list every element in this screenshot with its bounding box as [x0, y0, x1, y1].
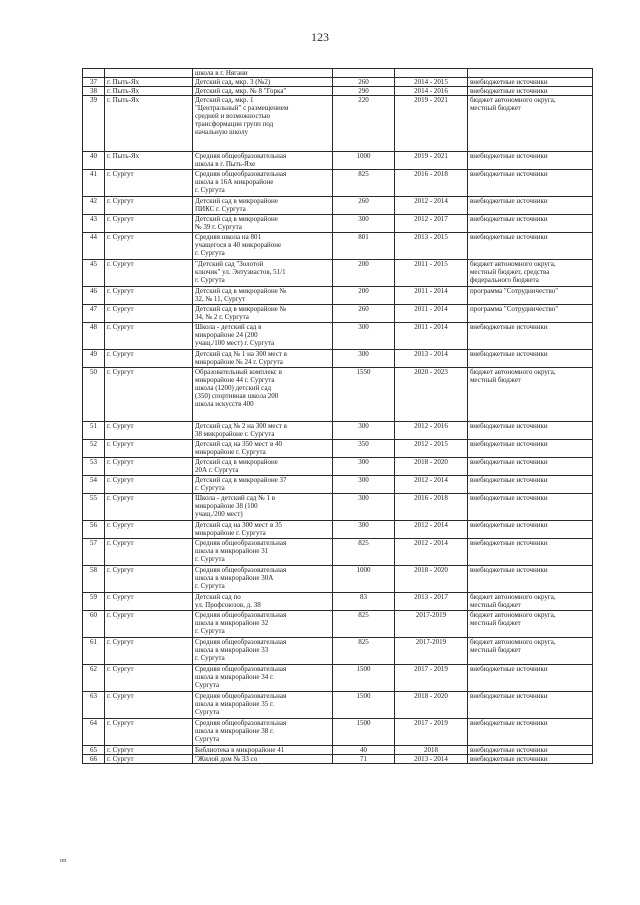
cell-capacity: 260	[333, 305, 395, 323]
cell-city: г. Пыть-Ях	[105, 78, 193, 87]
cell-number: 66	[83, 755, 105, 764]
cell-city: г. Сургут	[105, 440, 193, 458]
cell-city: г. Сургут	[105, 638, 193, 665]
cell-source: внебюджетные источники	[468, 197, 593, 215]
cell-number: 52	[83, 440, 105, 458]
cell-period: 2020 - 2023	[395, 368, 468, 422]
cell-capacity: 1000	[333, 566, 395, 593]
cell-capacity	[333, 69, 395, 78]
table-row	[83, 458, 593, 476]
objects-table	[82, 68, 593, 764]
cell-object: Детский сад в микрорайоне № 34, № 2 г. Сургута	[193, 305, 333, 323]
cell-city: г. Сургут	[105, 566, 193, 593]
cell-city: г. Сургут	[105, 350, 193, 368]
cell-object: Школа - детский сад в микрорайоне 24 (200 учащ./100 мест) г. Сургута	[193, 323, 333, 350]
cell-city: г. Пыть-Ях	[105, 152, 193, 170]
cell-period: 2012 - 2014	[395, 197, 468, 215]
cell-number: 55	[83, 494, 105, 521]
cell-object: Детский сад в микрорайоне 37 г. Сургута	[193, 476, 333, 494]
cell-period: 2018 - 2020	[395, 458, 468, 476]
table-row	[83, 692, 593, 719]
cell-number: 60	[83, 611, 105, 638]
cell-city: г. Сургут	[105, 692, 193, 719]
table-row	[83, 440, 593, 458]
table-row	[83, 665, 593, 692]
cell-period: 2011 - 2015	[395, 260, 468, 287]
table-row	[83, 197, 593, 215]
cell-object: Детский сад на 350 мест в 40 микрорайоне г. Сургута	[193, 440, 333, 458]
cell-period: 2013 - 2014	[395, 350, 468, 368]
cell-city: г. Сургут	[105, 755, 193, 764]
cell-city: г. Пыть-Ях	[105, 87, 193, 96]
cell-city: г. Сургут	[105, 746, 193, 755]
table-row	[83, 539, 593, 566]
cell-source: внебюджетные источники	[468, 566, 593, 593]
table-row	[83, 566, 593, 593]
cell-period: 2011 - 2014	[395, 323, 468, 350]
cell-capacity: 1550	[333, 368, 395, 422]
cell-source: внебюджетные источники	[468, 755, 593, 764]
cell-number: 57	[83, 539, 105, 566]
cell-capacity: 1500	[333, 692, 395, 719]
table-row	[83, 305, 593, 323]
cell-object: Средняя общеобразовательная школа в микрорайоне 30А г. Сургута	[193, 566, 333, 593]
cell-period: 2017 - 2019	[395, 665, 468, 692]
cell-number: 64	[83, 719, 105, 746]
cell-city: г. Сургут	[105, 260, 193, 287]
cell-capacity: 300	[333, 476, 395, 494]
cell-source: внебюджетные источники	[468, 152, 593, 170]
cell-source: бюджет автономного округа, местный бюджет, средства федерального бюджета	[468, 260, 593, 287]
cell-capacity: 220	[333, 96, 395, 152]
cell-object: "Жилой дом № 33 со	[193, 755, 333, 764]
cell-source: внебюджетные источники	[468, 215, 593, 233]
cell-number: 59	[83, 593, 105, 611]
cell-object: Средняя общеобразовательная школа в микрорайоне 32 г. Сургута	[193, 611, 333, 638]
cell-city: г. Сургут	[105, 197, 193, 215]
cell-city: г. Сургут	[105, 305, 193, 323]
cell-source: внебюджетные источники	[468, 440, 593, 458]
cell-number	[83, 69, 105, 78]
cell-number: 39	[83, 96, 105, 152]
cell-period: 2017-2019	[395, 611, 468, 638]
cell-city: г. Сургут	[105, 665, 193, 692]
cell-source: внебюджетные источники	[468, 422, 593, 440]
cell-object: Детский сад в микрорайоне 20А г. Сургута	[193, 458, 333, 476]
cell-capacity: 300	[333, 521, 395, 539]
cell-number: 42	[83, 197, 105, 215]
table-row	[83, 746, 593, 755]
cell-source: бюджет автономного округа, местный бюджет	[468, 368, 593, 422]
cell-object: Детский сад в микрорайоне ПИКС г. Сургута	[193, 197, 333, 215]
cell-capacity: 200	[333, 260, 395, 287]
cell-city: г. Сургут	[105, 611, 193, 638]
cell-capacity: 83	[333, 593, 395, 611]
table-row	[83, 170, 593, 197]
table-row	[83, 287, 593, 305]
cell-period: 2018 - 2020	[395, 566, 468, 593]
cell-object: Библиотека в микрорайоне 41	[193, 746, 333, 755]
cell-capacity: 200	[333, 287, 395, 305]
cell-number: 44	[83, 233, 105, 260]
cell-city: г. Сургут	[105, 170, 193, 197]
table-row	[83, 78, 593, 87]
cell-period: 2017 - 2019	[395, 719, 468, 746]
cell-source: внебюджетные источники	[468, 494, 593, 521]
cell-period: 2016 - 2018	[395, 494, 468, 521]
cell-capacity: 1000	[333, 152, 395, 170]
cell-period: 2012 - 2014	[395, 476, 468, 494]
cell-number: 56	[83, 521, 105, 539]
cell-source: внебюджетные источники	[468, 170, 593, 197]
cell-object: Средняя школа на 801 учащегося в 40 микрорайоне г. Сургута	[193, 233, 333, 260]
cell-object: "Детский сад "Золотой ключик" ул. Энтузиастов, 51/1 г. Сургута	[193, 260, 333, 287]
cell-period: 2018 - 2020	[395, 692, 468, 719]
cell-city: г. Сургут	[105, 215, 193, 233]
cell-number: 46	[83, 287, 105, 305]
cell-object: Детский сад по ул. Профсоюзов, д. 38	[193, 593, 333, 611]
cell-period: 2012 - 2015	[395, 440, 468, 458]
cell-period: 2013 - 2015	[395, 233, 468, 260]
cell-object: школа в г. Нягани	[193, 69, 333, 78]
cell-source: внебюджетные источники	[468, 87, 593, 96]
cell-source: внебюджетные источники	[468, 350, 593, 368]
cell-capacity: 825	[333, 638, 395, 665]
cell-object: Средняя общеобразовательная школа в г. Пыть-Яхе	[193, 152, 333, 170]
cell-source: внебюджетные источники	[468, 719, 593, 746]
cell-object: Средняя общеобразовательная школа в 16А микрорайоне г. Сургута	[193, 170, 333, 197]
cell-object: Детский сад, мкр. № 8 "Горка"	[193, 87, 333, 96]
cell-capacity: 300	[333, 494, 395, 521]
table-row	[83, 260, 593, 287]
cell-source: программа "Сотрудничество"	[468, 287, 593, 305]
cell-capacity: 825	[333, 170, 395, 197]
cell-number: 48	[83, 323, 105, 350]
cell-object: Детский сад на 300 мест в 35 микрорайоне г. Сургута	[193, 521, 333, 539]
cell-period: 2016 - 2018	[395, 170, 468, 197]
cell-city: г. Сургут	[105, 539, 193, 566]
cell-source: внебюджетные источники	[468, 746, 593, 755]
cell-object: Средняя общеобразовательная школа в микрорайоне 35 г. Сургута	[193, 692, 333, 719]
table-row	[83, 638, 593, 665]
table-row	[83, 152, 593, 170]
cell-object: Детский сад в микрорайоне № 39 г. Сургута	[193, 215, 333, 233]
cell-period: 2019 - 2021	[395, 96, 468, 152]
cell-capacity: 300	[333, 350, 395, 368]
table-row	[83, 69, 593, 78]
cell-object: Детский сад, мкр. 1 "Центральный" с размещением средней и возможностью трансформации групп под начальную школу	[193, 96, 333, 152]
cell-source: внебюджетные источники	[468, 476, 593, 494]
cell-source: внебюджетные источники	[468, 665, 593, 692]
cell-number: 47	[83, 305, 105, 323]
table-row	[83, 476, 593, 494]
table-row	[83, 755, 593, 764]
cell-city: г. Сургут	[105, 368, 193, 422]
cell-object: Детский сад в микрорайоне № 32, № 11, Сургут	[193, 287, 333, 305]
cell-number: 50	[83, 368, 105, 422]
cell-source	[468, 69, 593, 78]
cell-period: 2012 - 2017	[395, 215, 468, 233]
table-row	[83, 422, 593, 440]
cell-number: 62	[83, 665, 105, 692]
cell-city: г. Сургут	[105, 287, 193, 305]
table-body	[83, 69, 593, 764]
cell-source: внебюджетные источники	[468, 233, 593, 260]
cell-city: г. Сургут	[105, 422, 193, 440]
cell-period: 2012 - 2014	[395, 539, 468, 566]
cell-number: 43	[83, 215, 105, 233]
cell-source: внебюджетные источники	[468, 323, 593, 350]
cell-period: 2012 - 2016	[395, 422, 468, 440]
cell-object: Детский сад № 1 на 300 мест в микрорайоне № 24 г. Сургута	[193, 350, 333, 368]
cell-city: г. Сургут	[105, 494, 193, 521]
cell-number: 51	[83, 422, 105, 440]
cell-number: 63	[83, 692, 105, 719]
cell-period: 2014 - 2016	[395, 87, 468, 96]
cell-city: г. Сургут	[105, 233, 193, 260]
cell-capacity: 300	[333, 323, 395, 350]
cell-capacity: 260	[333, 78, 395, 87]
cell-number: 61	[83, 638, 105, 665]
table-row	[83, 611, 593, 638]
cell-period: 2018	[395, 746, 468, 755]
cell-capacity: 300	[333, 458, 395, 476]
cell-number: 38	[83, 87, 105, 96]
cell-city	[105, 69, 193, 78]
cell-city: г. Сургут	[105, 521, 193, 539]
cell-number: 58	[83, 566, 105, 593]
cell-capacity: 825	[333, 611, 395, 638]
cell-number: 65	[83, 746, 105, 755]
cell-capacity: 40	[333, 746, 395, 755]
table-row	[83, 494, 593, 521]
cell-capacity: 350	[333, 440, 395, 458]
cell-capacity: 801	[333, 233, 395, 260]
page-number: 123	[311, 30, 329, 44]
cell-number: 54	[83, 476, 105, 494]
cell-period	[395, 69, 468, 78]
cell-number: 49	[83, 350, 105, 368]
footer-mark: нп	[60, 858, 67, 864]
table-row	[83, 233, 593, 260]
table-row	[83, 368, 593, 422]
cell-source: внебюджетные источники	[468, 78, 593, 87]
cell-period: 2013 - 2014	[395, 755, 468, 764]
cell-source: внебюджетные источники	[468, 521, 593, 539]
cell-capacity: 1500	[333, 665, 395, 692]
cell-capacity: 71	[333, 755, 395, 764]
cell-object: Средняя общеобразовательная школа в микрорайоне 34 г. Сургута	[193, 665, 333, 692]
cell-object: Средняя общеобразовательная школа в микрорайоне 31 г. Сургута	[193, 539, 333, 566]
cell-source: бюджет автономного округа, местный бюджет	[468, 96, 593, 152]
cell-capacity: 300	[333, 422, 395, 440]
table-row	[83, 719, 593, 746]
cell-period: 2014 - 2015	[395, 78, 468, 87]
cell-capacity: 260	[333, 197, 395, 215]
table-row	[83, 323, 593, 350]
table-row	[83, 593, 593, 611]
table-row	[83, 87, 593, 96]
table-row	[83, 350, 593, 368]
cell-object: Детский сад № 2 на 300 мест в 38 микрорайоне г. Сургута	[193, 422, 333, 440]
table-row	[83, 215, 593, 233]
cell-object: Детский сад, мкр. 3 (№2)	[193, 78, 333, 87]
cell-period: 2019 - 2021	[395, 152, 468, 170]
cell-source: внебюджетные источники	[468, 458, 593, 476]
cell-source: бюджет автономного округа, местный бюджет	[468, 593, 593, 611]
cell-capacity: 825	[333, 539, 395, 566]
cell-capacity: 1500	[333, 719, 395, 746]
cell-city: г. Пыть-Ях	[105, 96, 193, 152]
cell-period: 2011 - 2014	[395, 287, 468, 305]
cell-period: 2017-2019	[395, 638, 468, 665]
cell-source: внебюджетные источники	[468, 539, 593, 566]
cell-city: г. Сургут	[105, 593, 193, 611]
cell-city: г. Сургут	[105, 476, 193, 494]
cell-city: г. Сургут	[105, 323, 193, 350]
cell-capacity: 300	[333, 215, 395, 233]
cell-source: бюджет автономного округа, местный бюджет	[468, 638, 593, 665]
cell-capacity: 290	[333, 87, 395, 96]
cell-source: программа "Сотрудничество"	[468, 305, 593, 323]
cell-object: Школа - детский сад № 1 в микрорайоне 38 (100 учащ./200 мест)	[193, 494, 333, 521]
cell-number: 40	[83, 152, 105, 170]
cell-object: Образовательный комплекс в микрорайоне 44 г. Сургута школа (1200) детский сад (350) спортивная школа 200 школа искусств 400	[193, 368, 333, 422]
table-row	[83, 96, 593, 152]
cell-number: 45	[83, 260, 105, 287]
cell-period: 2013 - 2017	[395, 593, 468, 611]
cell-city: г. Сургут	[105, 458, 193, 476]
cell-number: 41	[83, 170, 105, 197]
cell-city: г. Сургут	[105, 719, 193, 746]
cell-source: внебюджетные источники	[468, 692, 593, 719]
cell-source: бюджет автономного округа, местный бюджет	[468, 611, 593, 638]
cell-period: 2011 - 2014	[395, 305, 468, 323]
cell-number: 53	[83, 458, 105, 476]
cell-number: 37	[83, 78, 105, 87]
cell-object: Средняя общеобразовательная школа в микрорайоне 38 г. Сургута	[193, 719, 333, 746]
cell-period: 2012 - 2014	[395, 521, 468, 539]
cell-object: Средняя общеобразовательная школа в микрорайоне 33 г. Сургута	[193, 638, 333, 665]
table-row	[83, 521, 593, 539]
